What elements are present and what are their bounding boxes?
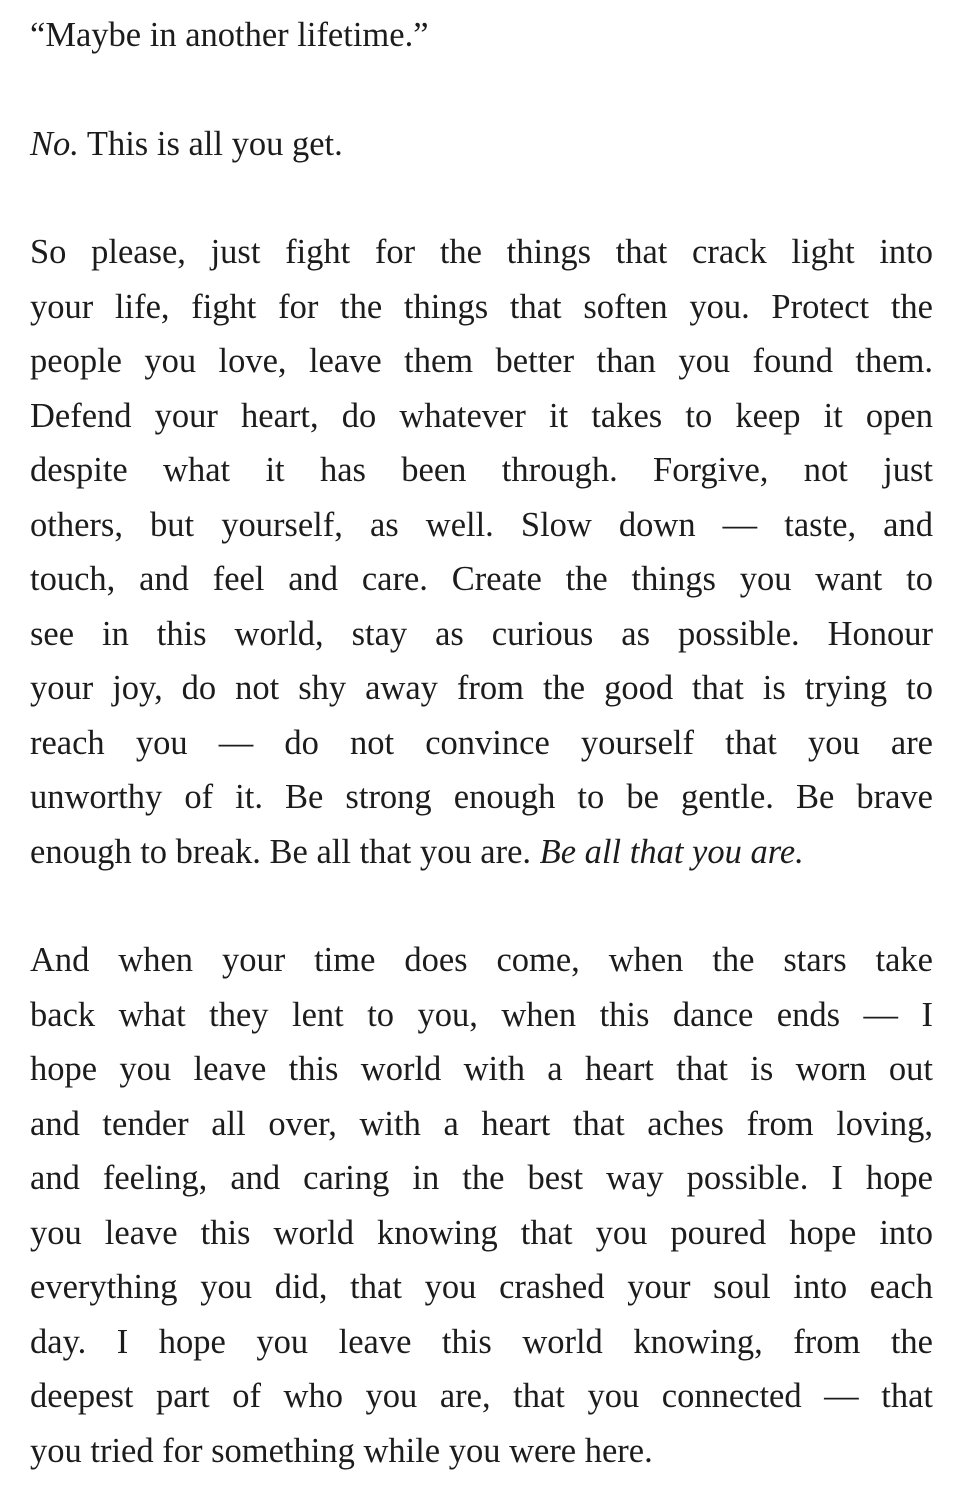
paragraph-2-line: everything you did, that you crashed your soul into each [30, 1268, 933, 1306]
reply-line [30, 117, 933, 172]
paragraph-1-line: touch, and feel and care. Create the things you want to [30, 560, 933, 598]
paragraph-2-line: you leave this world knowing that you poured hope into [30, 1213, 933, 1252]
reply-emphasis: No. [30, 124, 79, 163]
paragraph-spacer [30, 63, 933, 117]
paragraph-spacer [30, 879, 933, 933]
paragraph-spacer [30, 171, 933, 225]
paragraph-1-last-plain: enough to break. Be all that you are. [30, 832, 540, 871]
paragraph-2 [30, 933, 933, 1478]
paragraph-2-line: and feeling, and caring in the best way possible. I hope [30, 1159, 933, 1197]
paragraph-1-line: see in this world, stay as curious as possible. Honour [30, 614, 933, 653]
paragraph-1-line: So please, just fight for the things that crack light into [30, 233, 933, 271]
opening-quote [30, 8, 933, 63]
paragraph-1-line: people you love, leave them better than you found them. [30, 342, 933, 380]
paragraph-2-line: hope you leave this world with a heart that is worn out [30, 1050, 933, 1088]
paragraph-2-line: day. I hope you leave this world knowing, from the [30, 1322, 933, 1361]
reply-line-text [30, 117, 933, 172]
paragraph-1-line: others, but yourself, as well. Slow down — taste, and [30, 505, 933, 544]
paragraph-2-line: deepest part of who you are, that you connected — that [30, 1377, 933, 1415]
paragraph-1-line: despite what it has been through. Forgive, not just [30, 451, 933, 489]
paragraph-1-last-line [30, 825, 933, 880]
opening-quote-text: “Maybe in another lifetime.” [30, 16, 429, 54]
reply-rest: This is all you get. [78, 124, 343, 163]
paragraph-2-line: back what they lent to you, when this dance ends — I [30, 995, 933, 1034]
paragraph-1 [30, 225, 933, 879]
paragraph-1-line: your joy, do not shy away from the good that is trying to [30, 669, 933, 707]
paragraph-1-line: unworthy of it. Be strong enough to be gentle. Be brave [30, 778, 933, 816]
paragraph-1-line: your life, fight for the things that soften you. Protect the [30, 287, 933, 326]
paragraph-2-line: and tender all over, with a heart that aches from loving, [30, 1104, 933, 1143]
paragraph-1-line: reach you — do not convince yourself that you are [30, 723, 933, 762]
paragraph-2-line: And when your time does come, when the stars take [30, 941, 933, 979]
paragraph-1-line: Defend your heart, do whatever it takes to keep it open [30, 396, 933, 435]
paragraph-2-last-line: you tried for something while you were here. [30, 1431, 653, 1470]
paragraph-1-last-italic: Be all that you are. [539, 832, 804, 871]
